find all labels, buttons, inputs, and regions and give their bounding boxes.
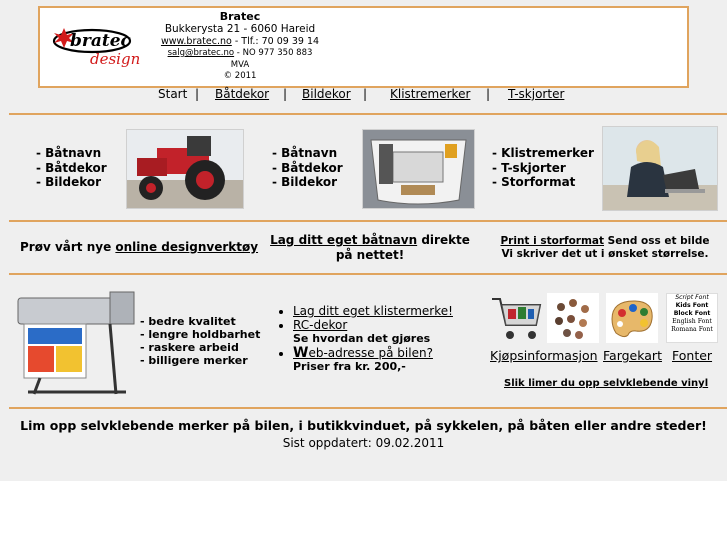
product-item: - T-skjorter bbox=[492, 160, 566, 175]
company-address: Bukkerysta 21 - 6060 Hareid bbox=[164, 23, 316, 35]
print-suffix: Send oss et bilde bbox=[604, 235, 710, 247]
company-contact bbox=[158, 36, 322, 48]
printer-image[interactable] bbox=[10, 288, 138, 396]
fonts-sample-icon[interactable]: Script Font Kids Font Block Font English Font Romana Font bbox=[666, 293, 718, 343]
nav-separator: | bbox=[283, 87, 288, 101]
color-chart-icon[interactable] bbox=[547, 293, 599, 343]
phone-text: - Tlf.: 70 09 39 14 bbox=[231, 36, 320, 47]
boat-photo[interactable] bbox=[362, 129, 475, 209]
shopping-cart-icon[interactable] bbox=[490, 293, 542, 343]
fonts-caption bbox=[672, 348, 712, 363]
org-number: - NO 977 350 883 bbox=[234, 48, 313, 58]
divider bbox=[9, 407, 727, 409]
company-name: Bratec bbox=[219, 10, 261, 23]
copyright-text: © 2011 bbox=[223, 71, 257, 81]
nav-klistremerker[interactable]: Klistremerker bbox=[390, 87, 471, 101]
company-email-org bbox=[158, 48, 322, 60]
feature-item: - billigere merker bbox=[140, 354, 248, 367]
product-item: - Storformat bbox=[492, 175, 576, 189]
sticker-link[interactable]: Lag ditt eget klistermerke! bbox=[293, 304, 453, 318]
svg-text:design: design bbox=[90, 50, 141, 68]
design-prefix: Prøv vårt nye bbox=[20, 240, 116, 254]
product-list-2 bbox=[272, 146, 343, 190]
footer-tagline: Lim opp selvklebende merker på bilen, i butikkvinduet, på sykkelen, på båten eller andre steder! bbox=[20, 418, 707, 433]
shop-info-link[interactable]: Kjøpsinformasjon bbox=[490, 348, 598, 363]
bratec-logo[interactable] bbox=[52, 24, 162, 70]
divider bbox=[9, 273, 727, 275]
vinyl-guide bbox=[504, 378, 708, 389]
last-updated: Sist oppdatert: 09.02.2011 bbox=[282, 436, 445, 450]
rc-note: Se hvordan det gjøres bbox=[293, 332, 431, 345]
svg-text:bratec: bratec bbox=[70, 31, 131, 51]
divider bbox=[9, 113, 727, 115]
boatname-link[interactable]: Lag ditt eget båtnavn bbox=[270, 233, 418, 247]
feature-item: - raskere arbeid bbox=[140, 341, 239, 354]
product-item: - Klistremerker bbox=[492, 146, 594, 160]
web-address-link[interactable]: Web-adresse på bilen? bbox=[293, 345, 433, 361]
product-item: - Bildekor bbox=[36, 175, 102, 189]
tractor-photo[interactable] bbox=[126, 129, 244, 209]
service-item bbox=[293, 318, 453, 346]
color-chart-caption bbox=[603, 348, 662, 363]
mva-text: MVA bbox=[230, 59, 250, 70]
company-info bbox=[158, 10, 322, 83]
service-item bbox=[293, 346, 453, 374]
nav-t-skjorter[interactable]: T-skjorter bbox=[508, 87, 565, 101]
vinyl-guide-link[interactable]: Slik limer du opp selvklebende vinyl bbox=[504, 378, 709, 389]
boatname-promo bbox=[260, 233, 480, 262]
fonts-link[interactable]: Fonter bbox=[672, 348, 713, 363]
main-nav bbox=[0, 87, 727, 105]
website-link[interactable]: www.bratec.no bbox=[160, 36, 232, 47]
design-tool-link[interactable]: online designverktøy bbox=[115, 240, 259, 254]
product-item: - Båtnavn bbox=[272, 146, 338, 160]
shop-info-caption bbox=[490, 348, 598, 363]
product-item: - Båtnavn bbox=[36, 146, 102, 160]
print-line2: Vi skriver det ut i ønsket størrelse. bbox=[501, 248, 709, 260]
product-item: - Bildekor bbox=[272, 175, 338, 189]
feature-list bbox=[140, 315, 260, 367]
product-item: - Båtdekor bbox=[272, 160, 343, 175]
service-list bbox=[278, 304, 453, 374]
design-tool-promo bbox=[20, 240, 258, 255]
boatname-suffix: direkte på nettet! bbox=[335, 233, 470, 262]
nav-bildekor[interactable]: Bildekor bbox=[302, 87, 351, 101]
paint-palette-icon[interactable] bbox=[606, 293, 658, 343]
nav-start[interactable]: Start bbox=[158, 87, 188, 101]
product-list-1 bbox=[36, 146, 107, 190]
nav-separator: | bbox=[363, 87, 368, 101]
product-item: - Båtdekor bbox=[36, 160, 107, 175]
feature-item: - lengre holdbarhet bbox=[140, 328, 261, 341]
print-promo bbox=[494, 235, 716, 261]
product-list-3 bbox=[492, 146, 594, 190]
feature-item: - bedre kvalitet bbox=[140, 315, 236, 328]
rc-dekor-link[interactable]: RC-dekor bbox=[293, 318, 348, 332]
nav-separator: | bbox=[195, 87, 200, 101]
nav-batdekor[interactable]: Båtdekor bbox=[215, 87, 270, 101]
color-chart-link[interactable]: Fargekart bbox=[603, 348, 662, 363]
print-link[interactable]: Print i storformat bbox=[500, 235, 605, 247]
web-note: Priser fra kr. 200,- bbox=[293, 360, 406, 373]
email-link[interactable]: salg@bratec.no bbox=[167, 48, 235, 58]
divider bbox=[9, 220, 727, 222]
laptop-woman-photo[interactable] bbox=[602, 126, 718, 211]
nav-separator: | bbox=[486, 87, 491, 101]
service-item bbox=[293, 304, 453, 318]
